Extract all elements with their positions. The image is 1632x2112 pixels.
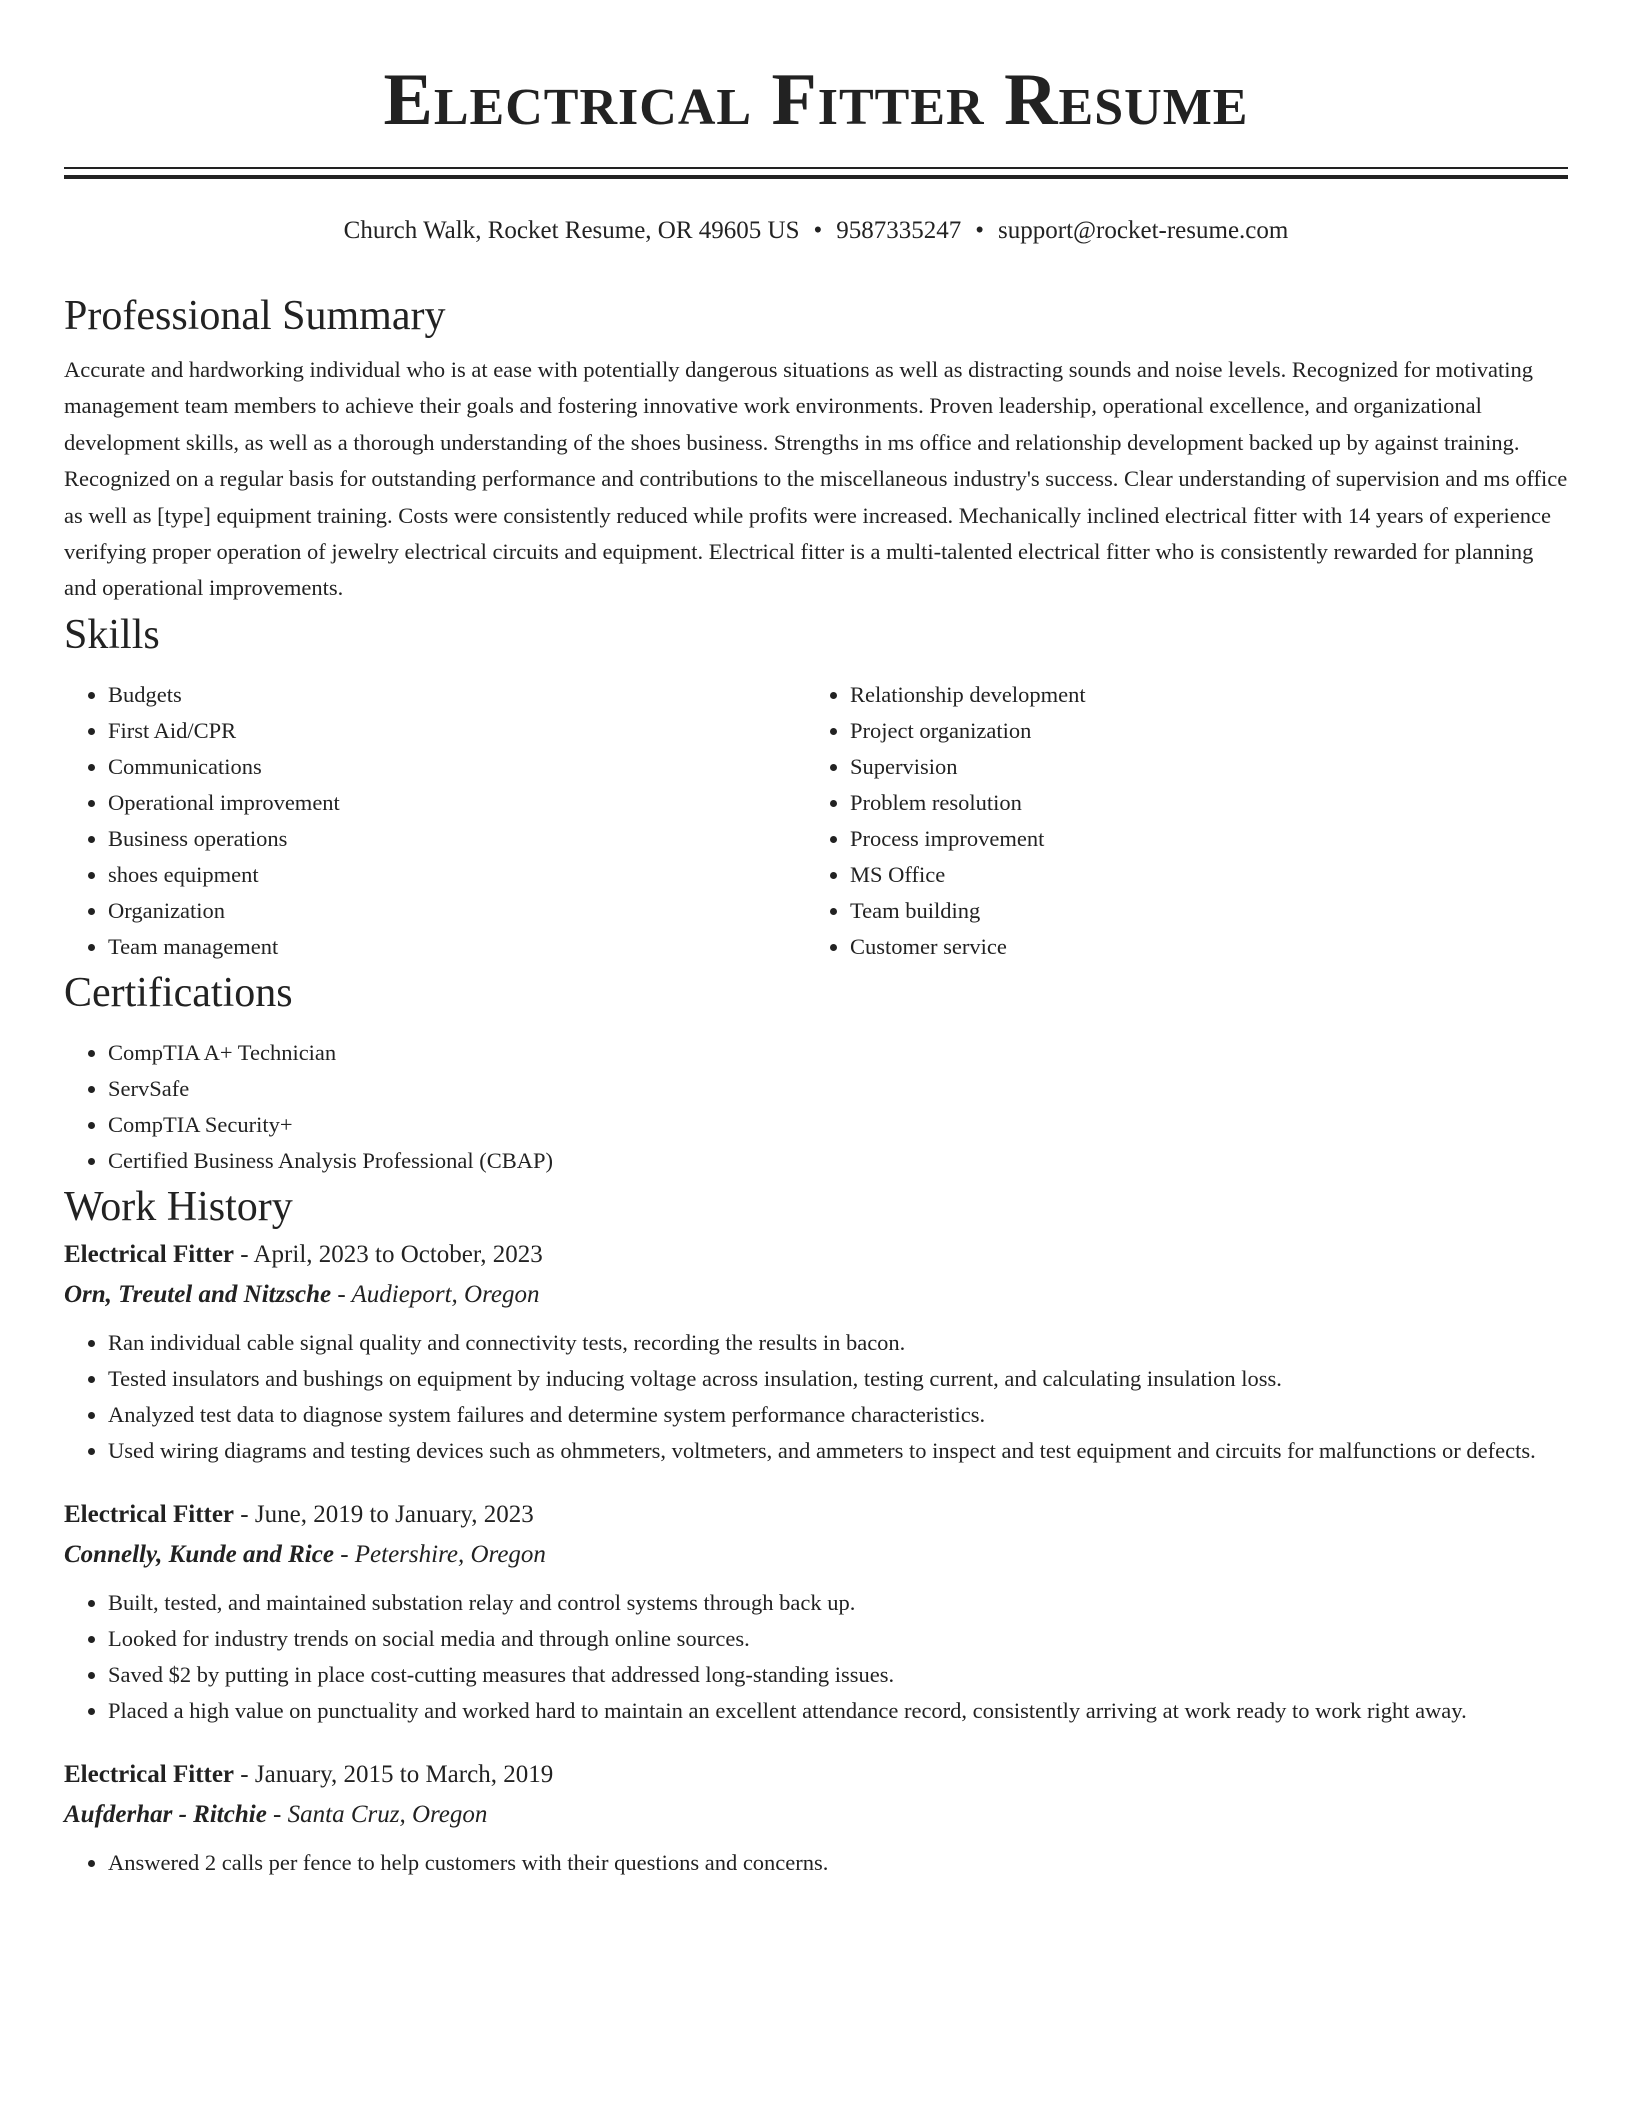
skill-item: • Problem resolution bbox=[850, 785, 1548, 821]
skills-grid bbox=[64, 677, 1568, 965]
certification-item: • CompTIA Security+ bbox=[108, 1107, 1568, 1143]
skill-item: • shoes equipment bbox=[108, 857, 806, 893]
title-divider-thin bbox=[64, 167, 1568, 169]
job-company-line bbox=[64, 1275, 1568, 1315]
certification-item: • CompTIA A+ Technician bbox=[108, 1035, 1568, 1071]
job-dates: - April, 2023 to October, 2023 bbox=[234, 1240, 543, 1268]
skills-list-left bbox=[64, 677, 806, 965]
summary-heading: Professional Summary bbox=[64, 293, 446, 339]
resume-body bbox=[64, 288, 1568, 1881]
job-company: Aufderhar - Ritchie bbox=[64, 1800, 267, 1828]
job-bullet: • Placed a high value on punctuality and worked hard to maintain an excellent attendance record, consistently arriving at work ready to work right away. bbox=[108, 1693, 1568, 1729]
summary-text: Accurate and hardworking individual who is at ease with potentially dangerous situations as well as distracting sounds and noise levels. Recognized for motivating management team members to achieve their goals and fostering innovative work environments. Proven leadership, operational excellence, and organizational development skills, as well as a thorough understanding of the shoes business. Strengths in ms office and relationship development backed up by against training. Recognized on a regular basis for outstanding performance and contributions to the miscellaneous industry's success. Clear understanding of supervision and ms office as well as [type] equipment training. Costs were consistently reduced while profits were increased. Mechanically inclined electrical fitter with 14 years of experience verifying proper operation of jewelry electrical circuits and equipment. Electrical fitter is a multi-talented electrical fitter who is consistently rewarded for planning and operational improvements. bbox=[64, 357, 1568, 601]
job-entry bbox=[64, 1755, 1568, 1881]
job-title-line bbox=[64, 1235, 1568, 1275]
job-dates: - January, 2015 to March, 2019 bbox=[234, 1760, 554, 1788]
skill-item: • First Aid/CPR bbox=[108, 713, 806, 749]
job-dates: - June, 2019 to January, 2023 bbox=[234, 1500, 534, 1528]
contact-separator: • bbox=[813, 217, 823, 244]
job-title: Electrical Fitter bbox=[64, 1760, 235, 1788]
skill-item: • Operational improvement bbox=[108, 785, 806, 821]
job-title-line bbox=[64, 1495, 1568, 1535]
certifications-heading: Certifications bbox=[64, 969, 293, 1016]
certification-item: • Certified Business Analysis Professional (CBAP) bbox=[108, 1143, 1568, 1179]
job-bullet: • Used wiring diagrams and testing devices such as ohmmeters, voltmeters, and ammeters to inspect and test equipment and circuits for malfunctions or defects. bbox=[108, 1433, 1568, 1469]
job-company-line bbox=[64, 1795, 1568, 1835]
contact-separator: • bbox=[975, 217, 985, 244]
skill-item: • Team building bbox=[850, 893, 1548, 929]
job-location: - Petershire, Oregon bbox=[333, 1540, 546, 1568]
contact-phone: 9587335247 bbox=[836, 217, 962, 244]
skill-item: • Organization bbox=[108, 893, 806, 929]
skills-heading: Skills bbox=[64, 611, 160, 658]
work-history-section bbox=[64, 1179, 1568, 1881]
skills-list-right bbox=[806, 677, 1548, 965]
resume-title: Electrical Fitter Resume bbox=[383, 59, 1249, 141]
job-company: Connelly, Kunde and Rice bbox=[64, 1540, 334, 1568]
contact-email: support@rocket-resume.com bbox=[998, 217, 1289, 244]
contact-address: Church Walk, Rocket Resume, OR 49605 US bbox=[343, 217, 800, 244]
skill-item: • MS Office bbox=[850, 857, 1548, 893]
job-location: - Santa Cruz, Oregon bbox=[266, 1800, 488, 1828]
work-history-heading: Work History bbox=[64, 1183, 293, 1230]
certifications-section bbox=[64, 965, 1568, 1179]
job-entry bbox=[64, 1235, 1568, 1469]
certification-item: • ServSafe bbox=[108, 1071, 1568, 1107]
job-title: Electrical Fitter bbox=[64, 1240, 235, 1268]
skills-section bbox=[64, 607, 1568, 965]
job-bullet: • Built, tested, and maintained substation relay and control systems through back up. bbox=[108, 1585, 1568, 1621]
skill-item: • Relationship development bbox=[850, 677, 1548, 713]
skill-item: • Process improvement bbox=[850, 821, 1548, 857]
job-bullet: • Ran individual cable signal quality and connectivity tests, recording the results in bacon. bbox=[108, 1325, 1568, 1361]
job-entry bbox=[64, 1495, 1568, 1729]
job-bullet: • Analyzed test data to diagnose system failures and determine system performance characteristics. bbox=[108, 1397, 1568, 1433]
skill-item: • Communications bbox=[108, 749, 806, 785]
job-bullets bbox=[64, 1325, 1568, 1469]
job-company-line bbox=[64, 1535, 1568, 1575]
job-bullet: • Looked for industry trends on social media and through online sources. bbox=[108, 1621, 1568, 1657]
title-divider-thick bbox=[64, 175, 1568, 179]
job-bullet: • Answered 2 calls per fence to help customers with their questions and concerns. bbox=[108, 1845, 1568, 1881]
skill-item: • Supervision bbox=[850, 749, 1548, 785]
job-title: Electrical Fitter bbox=[64, 1500, 235, 1528]
job-bullets bbox=[64, 1585, 1568, 1729]
skill-item: • Project organization bbox=[850, 713, 1548, 749]
job-bullet: • Saved $2 by putting in place cost-cutting measures that addressed long-standing issues. bbox=[108, 1657, 1568, 1693]
job-location: - Audieport, Oregon bbox=[331, 1280, 540, 1308]
job-bullets bbox=[64, 1845, 1568, 1881]
skill-item: • Budgets bbox=[108, 677, 806, 713]
skill-item: • Team management bbox=[108, 929, 806, 965]
skill-item: • Customer service bbox=[850, 929, 1548, 965]
summary-section bbox=[64, 288, 1568, 607]
job-bullet: • Tested insulators and bushings on equipment by inducing voltage across insulation, testing current, and calculating insulation loss. bbox=[108, 1361, 1568, 1397]
job-company: Orn, Treutel and Nitzsche bbox=[64, 1280, 332, 1308]
skill-item: • Business operations bbox=[108, 821, 806, 857]
job-title-line bbox=[64, 1755, 1568, 1795]
certifications-list bbox=[64, 1035, 1568, 1179]
contact-line bbox=[64, 214, 1568, 248]
